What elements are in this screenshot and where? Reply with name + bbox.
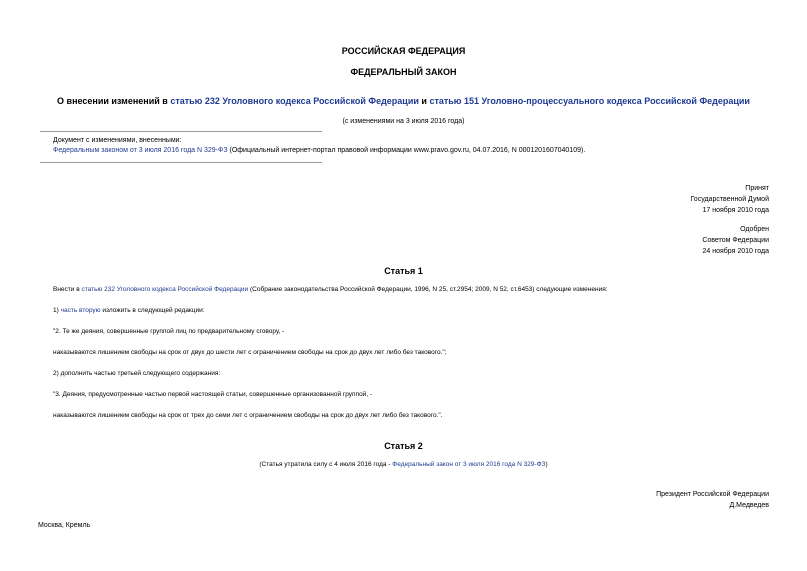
changes-top-rule	[40, 131, 322, 132]
approved-line2: Советом Федерации	[702, 237, 769, 244]
article1-quote1-line2: наказываются лишением свободы на срок от двух до шести лет с ограничением свободы на срок до двух лет либо без такового.";	[53, 349, 447, 356]
document-title	[0, 96, 807, 107]
changes-link-329-fz[interactable]: Федеральным законом от 3 июля 2016 года N 329-ФЗ	[53, 147, 228, 154]
article1-item1-prefix: 1)	[53, 307, 61, 314]
article1-link-part-two[interactable]: часть вторую	[60, 307, 101, 314]
signature-name: Д.Медведев	[729, 502, 769, 509]
article1-intro-suffix: (Собрание законодательства Российской Федерации, 1996, N 25, ст.2954; 2009, N 52, ст.6453) следующие изменения:	[248, 286, 608, 293]
article1-item1	[53, 306, 205, 315]
article1-intro-prefix: Внести в	[53, 286, 82, 293]
article1-quote2-line1: "3. Деяния, предусмотренные частью первой настоящей статьи, совершенные организованной группой, -	[53, 391, 373, 398]
adopted-line2: Государственной Думой	[690, 196, 769, 203]
article2-heading: Статья 2	[384, 441, 423, 451]
article1-item2: 2) дополнить частью третьей следующего содержания:	[53, 370, 221, 377]
article1-heading: Статья 1	[384, 266, 423, 276]
adopted-line3: 17 ноября 2010 года	[702, 207, 769, 214]
article2-link-329-fz[interactable]: Федеральный закон от 3 июля 2016 года N 329-ФЗ	[392, 461, 546, 468]
article1-link-article-232[interactable]: статью 232 Уголовного кодекса Российской Федерации	[81, 286, 249, 293]
title-link-article-232-uk[interactable]: статью 232 Уголовного кодекса Российской Федерации	[170, 96, 419, 106]
approved-block	[702, 225, 769, 256]
article2-text	[0, 460, 807, 469]
article2-text-suffix: )	[545, 461, 548, 468]
approved-line3: 24 ноября 2010 года	[702, 248, 769, 255]
adopted-line1: Принят	[745, 185, 769, 192]
signature-title: Президент Российской Федерации	[656, 491, 769, 498]
country-heading: РОССИЙСКАЯ ФЕДЕРАЦИЯ	[341, 46, 466, 56]
changes-caption: Документ с изменениями, внесенными:	[53, 137, 182, 144]
article1-intro	[53, 285, 608, 294]
adopted-block	[690, 184, 769, 215]
changes-bottom-rule	[40, 162, 322, 163]
changes-line	[53, 146, 585, 155]
place-of-signing: Москва, Кремль	[38, 522, 91, 529]
signature-block	[656, 490, 769, 510]
article1-item1-suffix: изложить в следующей редакции:	[100, 307, 205, 314]
article1-quote2-line2: наказываются лишением свободы на срок от трех до семи лет с ограничением свободы на срок до двух лет либо без такового.".	[53, 412, 443, 419]
changes-source: (Официальный интернет-портал правовой информации www.pravo.gov.ru, 04.07.2016, N 0001201607040109).	[227, 147, 586, 154]
document-subtitle: (с изменениями на 3 июля 2016 года)	[342, 118, 465, 125]
title-middle: и	[418, 96, 430, 106]
article1-quote1-line1: "2. Те же деяния, совершенные группой лиц по предварительному сговору, -	[53, 328, 285, 335]
title-prefix: О внесении изменений в	[57, 96, 171, 106]
article2-text-prefix: (Статья утратила силу с 4 июля 2016 года -	[259, 461, 393, 468]
doc-type-heading: ФЕДЕРАЛЬНЫЙ ЗАКОН	[350, 67, 457, 77]
approved-line1: Одобрен	[740, 226, 769, 233]
title-link-article-151-upk[interactable]: статью 151 Уголовно-процессуального кодекса Российской Федерации	[429, 96, 750, 106]
